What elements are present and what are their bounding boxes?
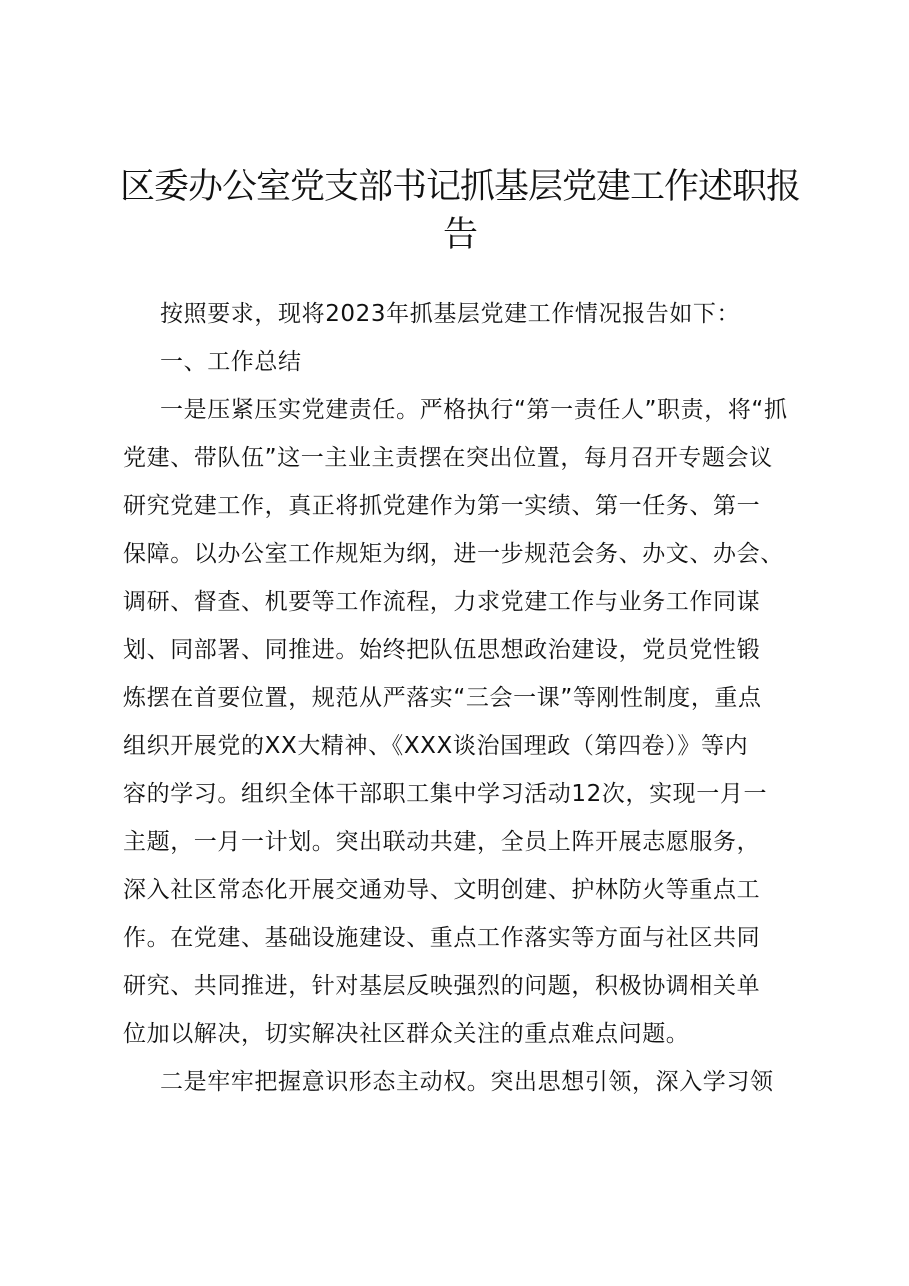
body-line: 党建、带队伍”这一主业主责摆在突出位置，每月召开专题会议	[123, 445, 773, 471]
intro-paragraph: 按照要求，现将2023年抓基层党建工作情况报告如下：	[160, 301, 741, 327]
body-line: 深入社区常态化开展交通劝导、文明创建、护林防火等重点工	[123, 877, 761, 903]
section-heading: 一、工作总结	[160, 349, 302, 375]
body-line: 保障。以办公室工作规矩为纲，进一步规范会务、办文、办会、	[123, 541, 784, 567]
body-line: 调研、督查、机要等工作流程，力求党建工作与业务工作同谋	[123, 589, 761, 615]
body-line: 划、同部署、同推进。始终把队伍思想政治建设，党员党性锻	[123, 637, 761, 663]
body-line: 作。在党建、基础设施建设、重点工作落实等方面与社区共同	[123, 925, 761, 951]
document-title	[110, 163, 810, 259]
body-line: 炼摆在首要位置，规范从严落实“三会一课”等刚性制度，重点	[123, 685, 762, 711]
title-line-1: 区委办公室党支部书记抓基层党建工作述职报	[119, 167, 800, 207]
body-line: 二是牢牢把握意识形态主动权。突出思想引领，深入学习领	[160, 1069, 774, 1095]
body-line: 主题，一月一计划。突出联动共建，全员上阵开展志愿服务，	[123, 829, 761, 855]
body-line: 位加以解决，切实解决社区群众关注的重点难点问题。	[123, 1021, 690, 1047]
title-line-2: 告	[442, 215, 477, 255]
body-line: 一是压紧压实党建责任。严格执行“第一责任人”职责，将“抓	[160, 397, 788, 423]
body-line: 容的学习。组织全体干部职工集中学习活动12次，实现一月一	[123, 781, 768, 807]
body-line: 组织开展党的XX大精神、《XXX谈治国理政（第四卷）》等内	[123, 733, 749, 759]
body-line: 研究、共同推进，针对基层反映强烈的问题，积极协调相关单	[123, 973, 761, 999]
body-line: 研究党建工作，真正将抓党建作为第一实绩、第一任务、第一	[123, 493, 761, 519]
